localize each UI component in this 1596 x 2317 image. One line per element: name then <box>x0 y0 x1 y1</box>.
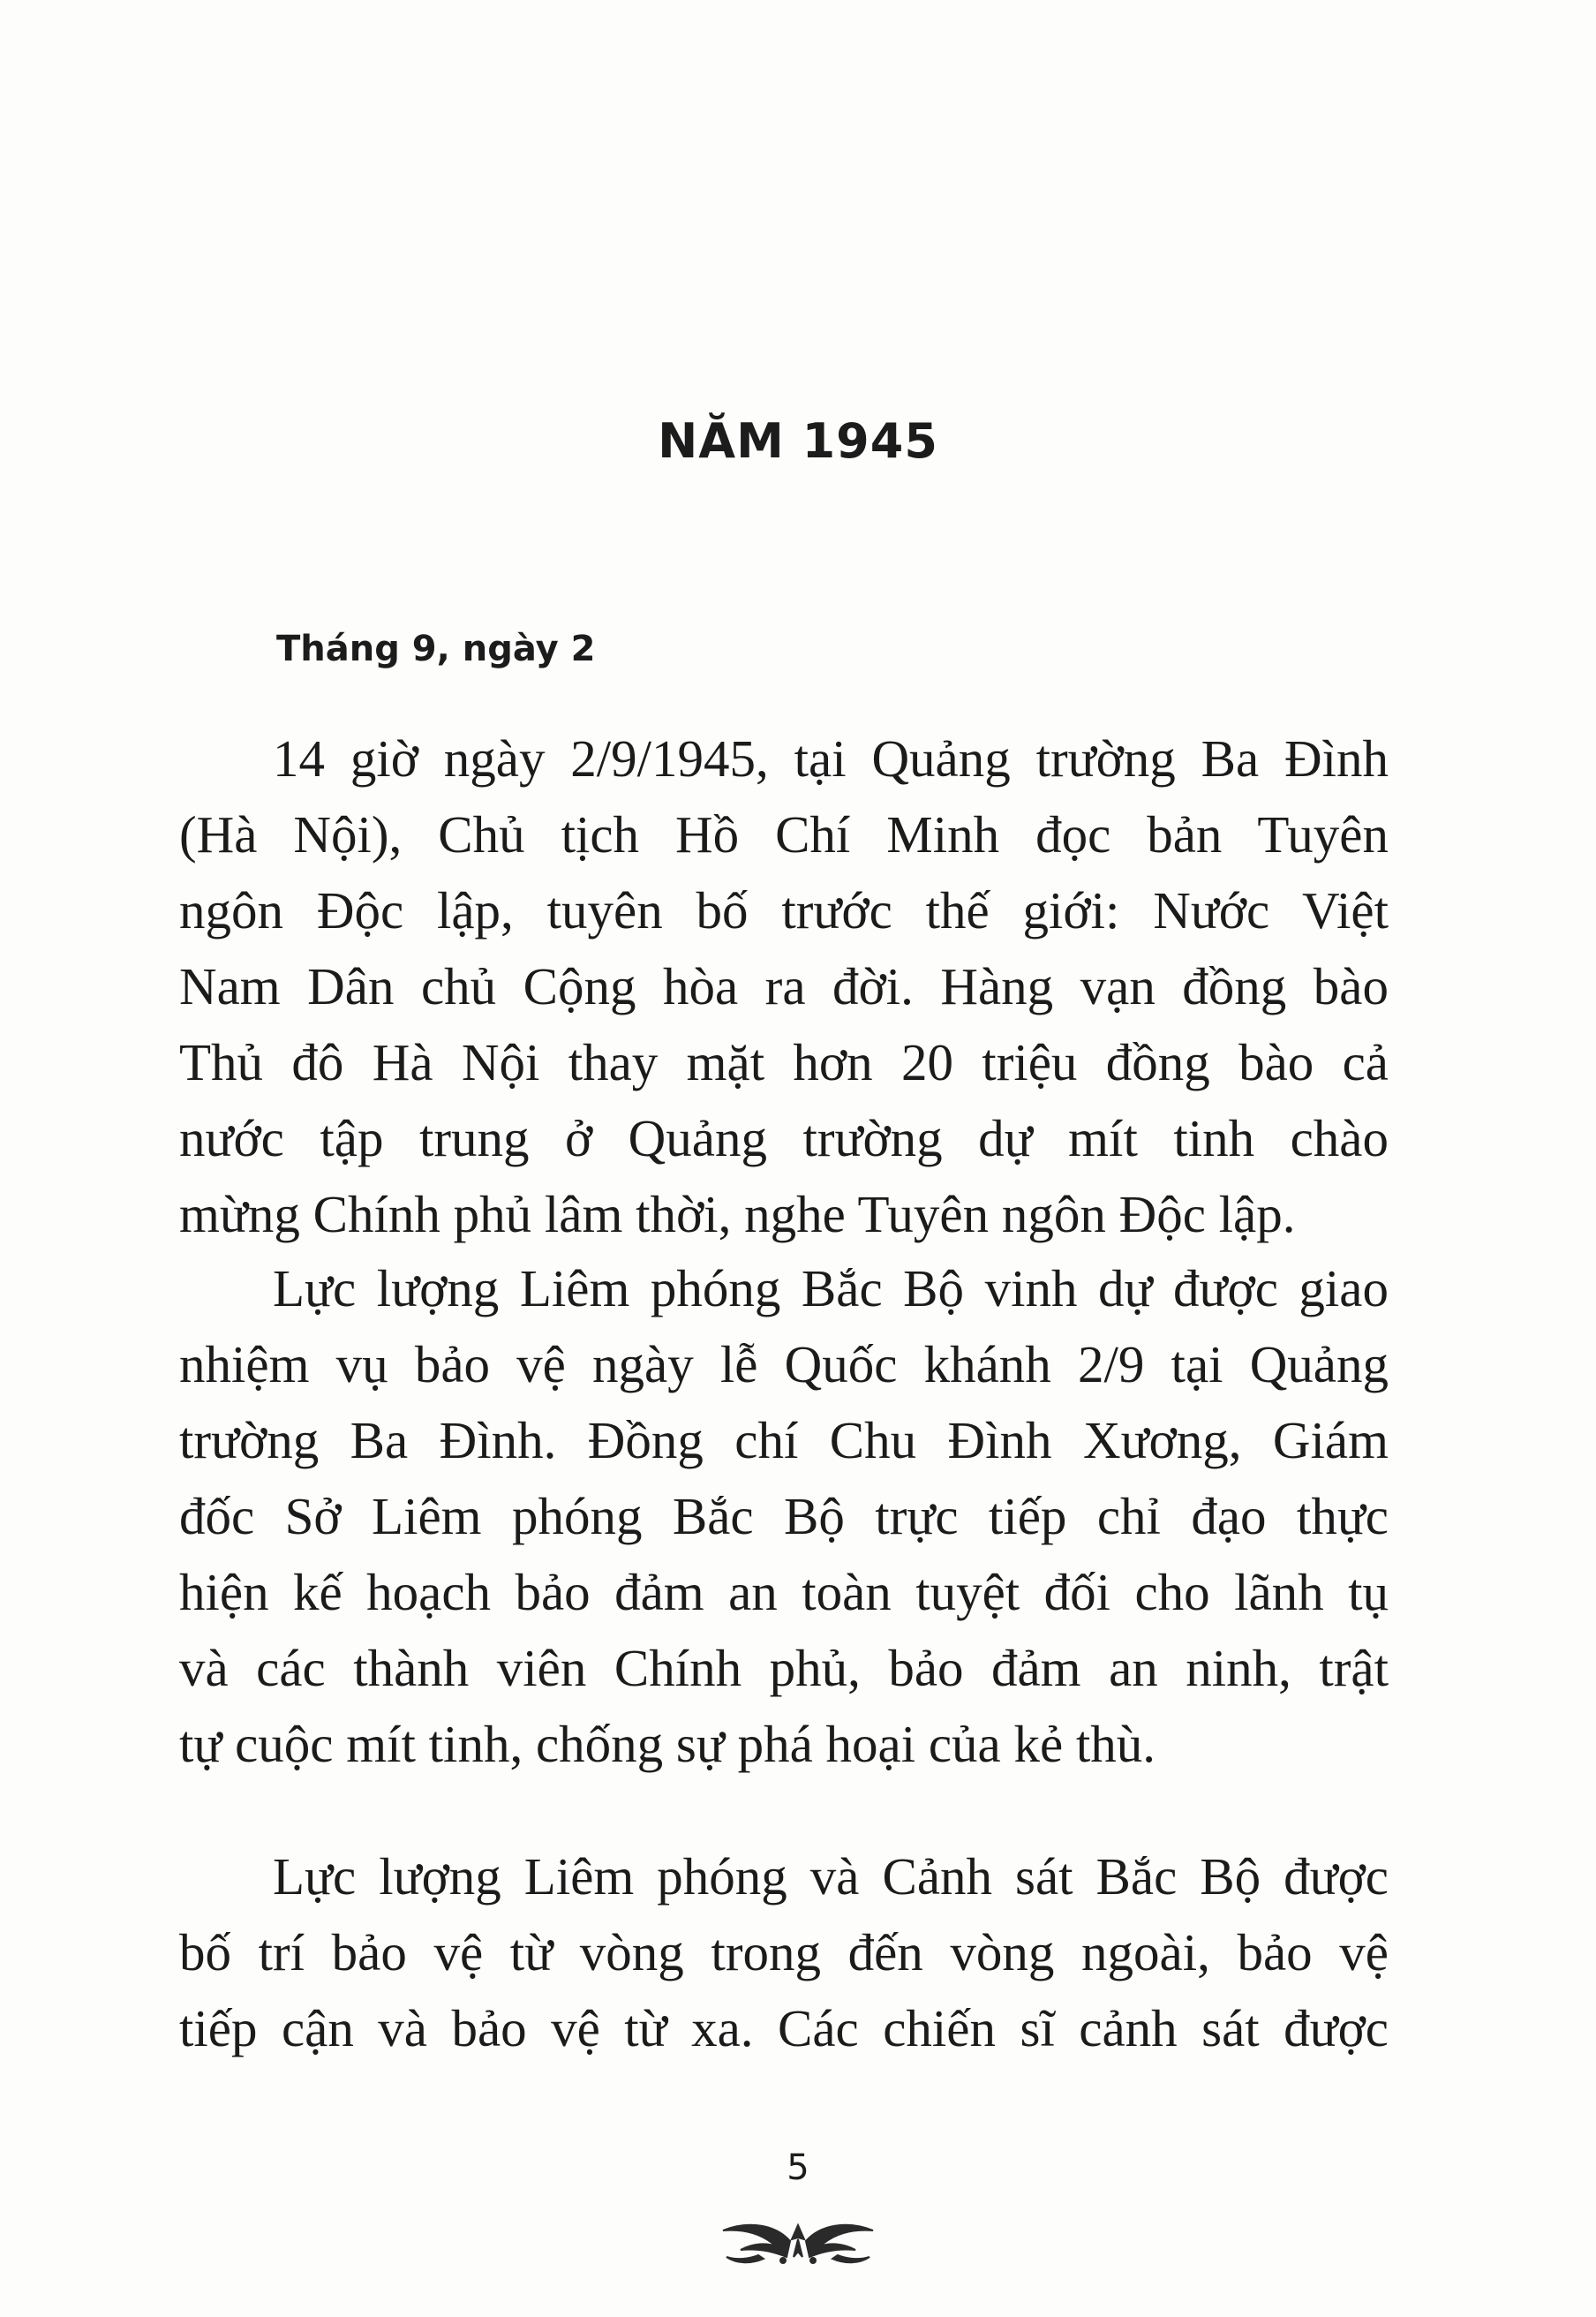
paragraph-line: đốc Sở Liêm phóng Bắc Bộ trực tiếp chỉ đạo thực <box>179 1487 1389 1545</box>
paragraph-1 <box>179 721 1389 1252</box>
paragraph-line: Lực lượng Liêm phóng và Cảnh sát Bắc Bộ được <box>273 1847 1389 1906</box>
paragraph-line: ngôn Độc lập, tuyên bố trước thế giới: Nước Việt <box>179 881 1389 940</box>
paragraph-line: nước tập trung ở Quảng trường dự mít tinh chào <box>179 1109 1389 1167</box>
decorative-flourish-icon <box>705 2208 891 2269</box>
paragraph-line: tự cuộc mít tinh, chống sự phá hoại của kẻ thù. <box>179 1715 1156 1773</box>
paragraph-line: trường Ba Đình. Đồng chí Chu Đình Xương, Giám <box>179 1411 1389 1469</box>
paragraph-line: Lực lượng Liêm phóng Bắc Bộ vinh dự được giao <box>273 1259 1389 1317</box>
page-number: 5 <box>787 2147 809 2188</box>
paragraph-line: hiện kế hoạch bảo đảm an toàn tuyệt đối cho lãnh tụ <box>179 1563 1389 1621</box>
paragraph-2 <box>179 1250 1389 1782</box>
paragraph-line: mừng Chính phủ lâm thời, nghe Tuyên ngôn Độc lập. <box>179 1185 1296 1243</box>
paragraph-line: bố trí bảo vệ từ vòng trong đến vòng ngoài, bảo vệ <box>179 1923 1389 1981</box>
paragraph-line: và các thành viên Chính phủ, bảo đảm an ninh, trật <box>179 1639 1389 1697</box>
paragraph-line: tiếp cận và bảo vệ từ xa. Các chiến sĩ cảnh sát được <box>179 1999 1389 2057</box>
paragraph-3 <box>179 1838 1389 2066</box>
paragraph-line: Nam Dân chủ Cộng hòa ra đời. Hàng vạn đồng bào <box>179 957 1389 1015</box>
paragraph-line: Thủ đô Hà Nội thay mặt hơn 20 triệu đồng bào cả <box>179 1033 1389 1091</box>
paragraph-line: 14 giờ ngày 2/9/1945, tại Quảng trường Ba Đình <box>273 729 1389 788</box>
paragraph-line: (Hà Nội), Chủ tịch Hồ Chí Minh đọc bản Tuyên <box>179 805 1389 864</box>
date-subheading: Tháng 9, ngày 2 <box>276 629 596 669</box>
paragraph-line: nhiệm vụ bảo vệ ngày lễ Quốc khánh 2/9 tại Quảng <box>179 1335 1389 1393</box>
chapter-heading: NĂM 1945 <box>658 413 938 469</box>
